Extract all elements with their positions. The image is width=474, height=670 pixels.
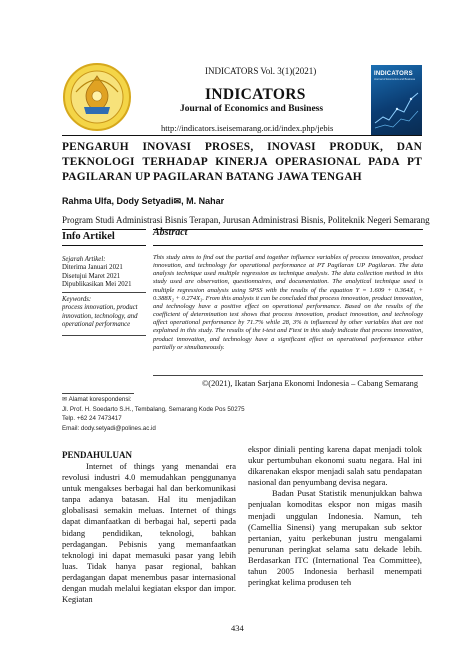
info-separator [62, 292, 146, 293]
keywords-label: Keywords: [62, 296, 92, 303]
cover-subtitle: Journal of Economics and Business [374, 78, 416, 81]
abstract-bottom-rule [153, 245, 423, 246]
correspondence-email[interactable]: Email: dody.setyadi@polines.ac.id [62, 424, 156, 432]
body-paragraph: Badan Pusat Statistik menunjukkan bahwa penjualan komoditas ekspor non migas masih menjadi unggulan Indonesia. Namun, teh (Camellia Sinensi) yang merupakan sub sektor pertanian, yaitu perkebunan justru mengalami penurunan peringkat selama satu dekade lebih. Berdasarkan ITC (International Tea Committee), tahun 2005 Indonesia berhasil menempati peringkat kelima produsen teh [248, 488, 422, 588]
abstract-end-rule [153, 375, 423, 376]
correspondence-label-text: Alamat korespondensi: [68, 396, 132, 403]
journal-volume: INDICATORS Vol. 3(1)(2021) [205, 66, 317, 76]
university-logo [62, 62, 132, 132]
info-top-rule [62, 229, 146, 230]
article-authors: Rahma Ulfa, Dody Setyadi✉, M. Nahar [62, 196, 225, 206]
body-paragraph: ekspor diniali penting karena dapat menjadi tolok ukur pertumbuhan ekonomi suatu negara. Hal ini dikarenakan ekspor menjadi salah satu pendapatan nasional dan penyumbang devisa negara. [248, 444, 422, 488]
correspondence-block [62, 395, 272, 433]
abstract-heading: Abstract [153, 227, 188, 238]
section-heading: PENDAHULUAN [62, 450, 133, 460]
correspondence-phone: Telp. +62 24 7473417 [62, 415, 122, 423]
correspondence-label [62, 395, 272, 405]
copyright-notice: ©(2021), Ikatan Sarjana Ekonomi Indonesia – Cabang Semarang [202, 379, 418, 388]
journal-title: INDICATORS [205, 86, 306, 103]
correspondence-address: Jl. Prof. H. Soedarto S.H., Tembalang, Semarang Kode Pos 50275 [62, 405, 245, 413]
mail-icon: ✉ [62, 396, 68, 403]
journal-subtitle: Journal of Economics and Business [180, 104, 324, 114]
cover-graphic [371, 65, 422, 135]
keywords-block [62, 296, 150, 330]
abstract-text: This study aims to find out the partial and together influence variables of process innovation, product innovation, and technology for operational performance at PT Pagilaran UP Pagilaran. The data analysis technique used multiple regression as technique analysis. The data collection method in this study used are observation, questionnaires, and documentation. The analytical technique used is multiple regression analysis using SPSS with the results of the equation Y = 1.609 + 0.364X₁ + 0.388X₂ + 0.274X₃. From this analysis it can be concluded that process innovation, product innovation, and technology have a positive effect on operational performance. Based on the results of the coefficient of determination test shows that process innovation, product innovation, and technology affect operational performance by 71.7% while 28, 3% is influenced by other variables that are not explained in this study. The results of the t-test and Ftest in this study indicate that process innovation, product innovation, and technology have a significant effect on operational performance either partially or simultaneously. [153, 254, 423, 351]
article-title: PENGARUH INOVASI PROSES, INOVASI PRODUK, DAN TEKNOLOGI TERHADAP KINERJA OPERASIONAL PADA PT PAGILARAN UP PAGILARAN BATANG JAWA TENGAH [62, 141, 422, 183]
body-right-column [248, 444, 422, 588]
info-bottom-rule [62, 245, 146, 246]
cover-title: INDICATORS [374, 71, 413, 77]
keywords-rule [62, 335, 146, 336]
correspondence-rule [62, 393, 134, 394]
journal-cover [371, 65, 422, 135]
body-paragraph: Internet of things yang menandai era revolusi industri 4.0 memudahkan penggunanya untuk mengakses berbagai hal dan berkomunikasi tanpa adanya batasan. Hal itu menjadikan globalisasi semakin meluas. Internet of things dapat dimanfaatkan di berbagai hal, seperti pada bidang pendidikan, teknologi, bahkan perdagangan. Pebisnis yang memanfaatkan teknologi ini dapat memasuki pasar yang lebih luas. Tidak hanya pasar regional, bahkan perdagangan dapat menembus pasar internasional dengan mudah melalui kegiatan ekspor dan impor. Kegiatan [62, 461, 236, 605]
article-history [62, 256, 150, 290]
body-left-column [62, 461, 236, 605]
accepted-date: Disetujui Maret 2021 [62, 272, 121, 280]
journal-url[interactable]: http://indicators.iseisemarang.or.id/index.php/jebis [161, 123, 334, 133]
header-divider [62, 135, 422, 136]
published-date: Dipublikasikan Mei 2021 [62, 281, 132, 289]
article-affiliation: Program Studi Administrasi Bisnis Terapan, Jurusan Administrasi Bisnis, Politeknik Negeri Semarang [62, 215, 430, 225]
keywords-text: process innovation, product innovation, technology, and operational performance [62, 304, 138, 329]
received-date: Diterima Januari 2021 [62, 264, 123, 272]
page-number: 434 [231, 623, 244, 633]
abstract-top-rule [153, 229, 423, 230]
history-label: Sejarah Artikel: [62, 256, 106, 263]
info-heading: Info Artikel [62, 231, 115, 242]
